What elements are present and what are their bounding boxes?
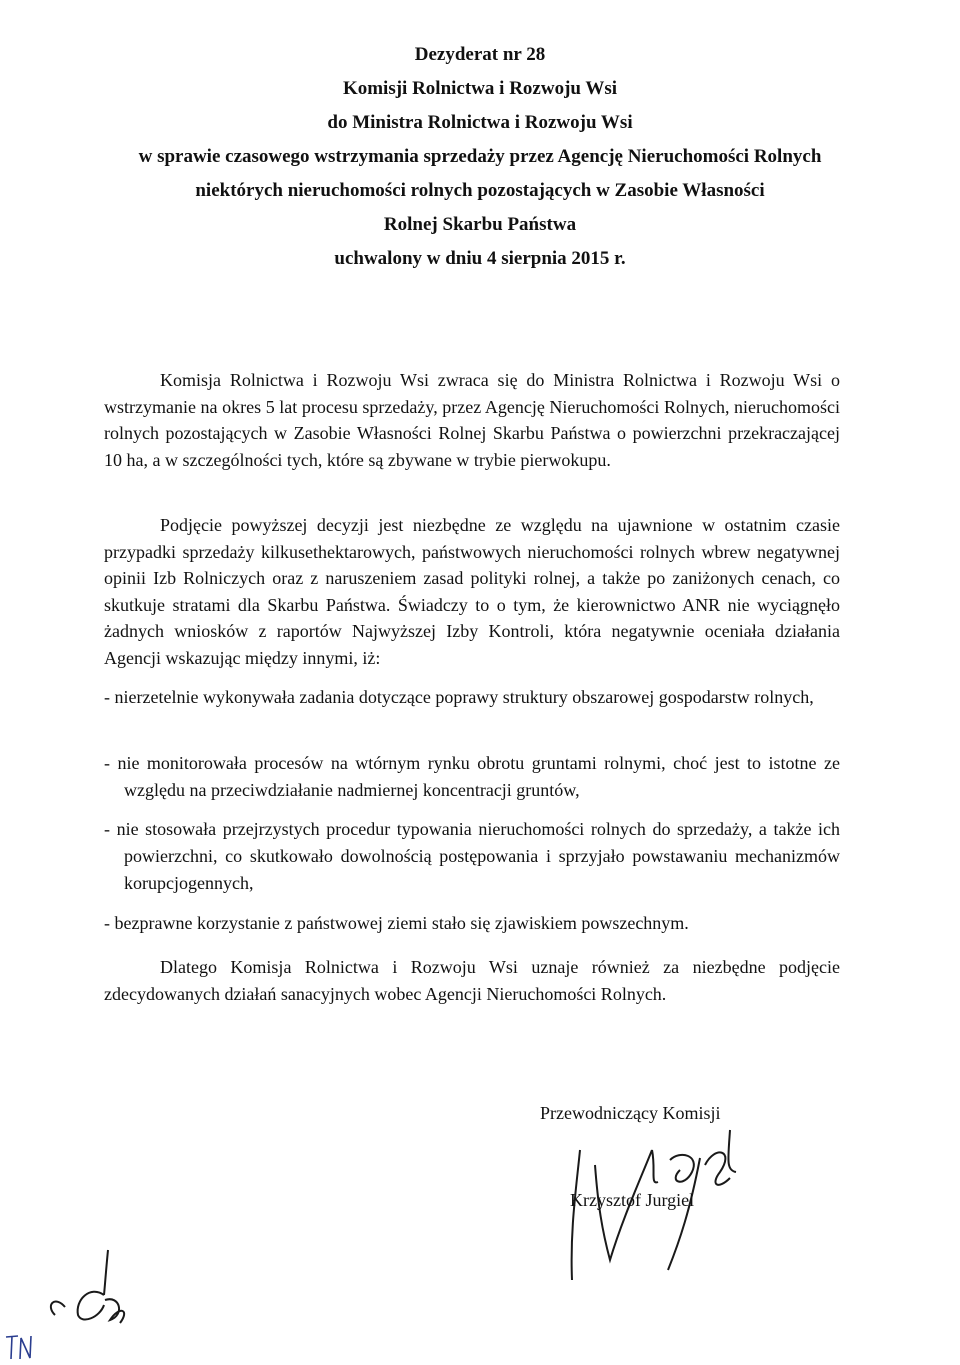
handwritten-initials: [20, 1245, 130, 1325]
paragraph-2: Podjęcie powyższej decyzji jest niezbędne ze względu na ujawnione w ostatnim czasie przypadki sprzedaży kilkusethektarowych, państwowych nieruchomości rolnych wbrew negatywnej opinii Izb Rolniczych oraz z naruszeniem zasad polityki rolnej, a także po zaniżonych cenach, co skutkuje stratami dla Skarbu Państwa. Świadczy to o tym, że kierownictwo ANR nie wyciągnęło żadnych wniosków z raportów Najwyższej Izby Kontroli, która negatywnie oceniała działania Agencji wskazując między innymi, iż:: [104, 515, 840, 668]
list-item: - nierzetelnie wykonywała zadania dotyczące poprawy struktury obszarowej gospodarstw rolnych,: [104, 687, 814, 707]
heading-line-1: Dezyderat nr 28: [414, 44, 546, 65]
heading-line-2: Komisji Rolnictwa i Rozwoju Wsi: [342, 78, 618, 99]
heading-line-6: Rolnej Skarbu Państwa: [383, 214, 577, 235]
list-item: - bezprawne korzystanie z państwowej ziemi stało się zjawiskiem powszechnym.: [104, 913, 689, 933]
heading-line-7: uchwalony w dniu 4 sierpnia 2015 r.: [334, 248, 626, 269]
document-heading: [60, 38, 900, 276]
list-item: - nie stosowała przejrzystych procedur typowania nieruchomości rolnych do sprzedaży, a także ich powierzchni, co skutkowało dowolnością postępowania i sprzyjało powstawaniu mechanizmów korupcjogennych,: [104, 819, 840, 893]
signature-role: Przewodniczący Komisji: [540, 1103, 721, 1123]
list-item: - nie monitorowała procesów na wtórnym rynku obrotu gruntami rolnymi, choć jest to istotne ze względu na przeciwdziałanie nadmiernej koncentracji gruntów,: [104, 753, 840, 800]
heading-line-3: do Ministra Rolnictwa i Rozwoju Wsi: [327, 112, 633, 133]
paragraph-3: Dlatego Komisja Rolnictwa i Rozwoju Wsi uznaje również za niezbędne podjęcie zdecydowanych działań sanacyjnych wobec Agencji Nieruchomości Rolnych.: [104, 957, 840, 1004]
heading-line-5: niektórych nieruchomości rolnych pozostających w Zasobie Własności: [195, 180, 765, 201]
paragraph-1: Komisja Rolnictwa i Rozwoju Wsi zwraca się do Ministra Rolnictwa i Rozwoju Wsi o wstrzymanie na okres 5 lat procesu sprzedaży, przez Agencję Nieruchomości Rolnych, nieruchomości rolnych pozostających w Zasobie Własności Rolnej Skarbu Państwa o powierzchni przekraczającej 10 ha, a w szczególności tych, które są zbywane w trybie pierwokupu.: [104, 370, 840, 470]
signature-name: Krzysztof Jurgiel: [570, 1190, 695, 1210]
heading-line-4: w sprawie czasowego wstrzymania sprzedaży przez Agencję Nieruchomości Rolnych: [138, 146, 822, 167]
corner-initials-mark: [0, 1325, 40, 1365]
